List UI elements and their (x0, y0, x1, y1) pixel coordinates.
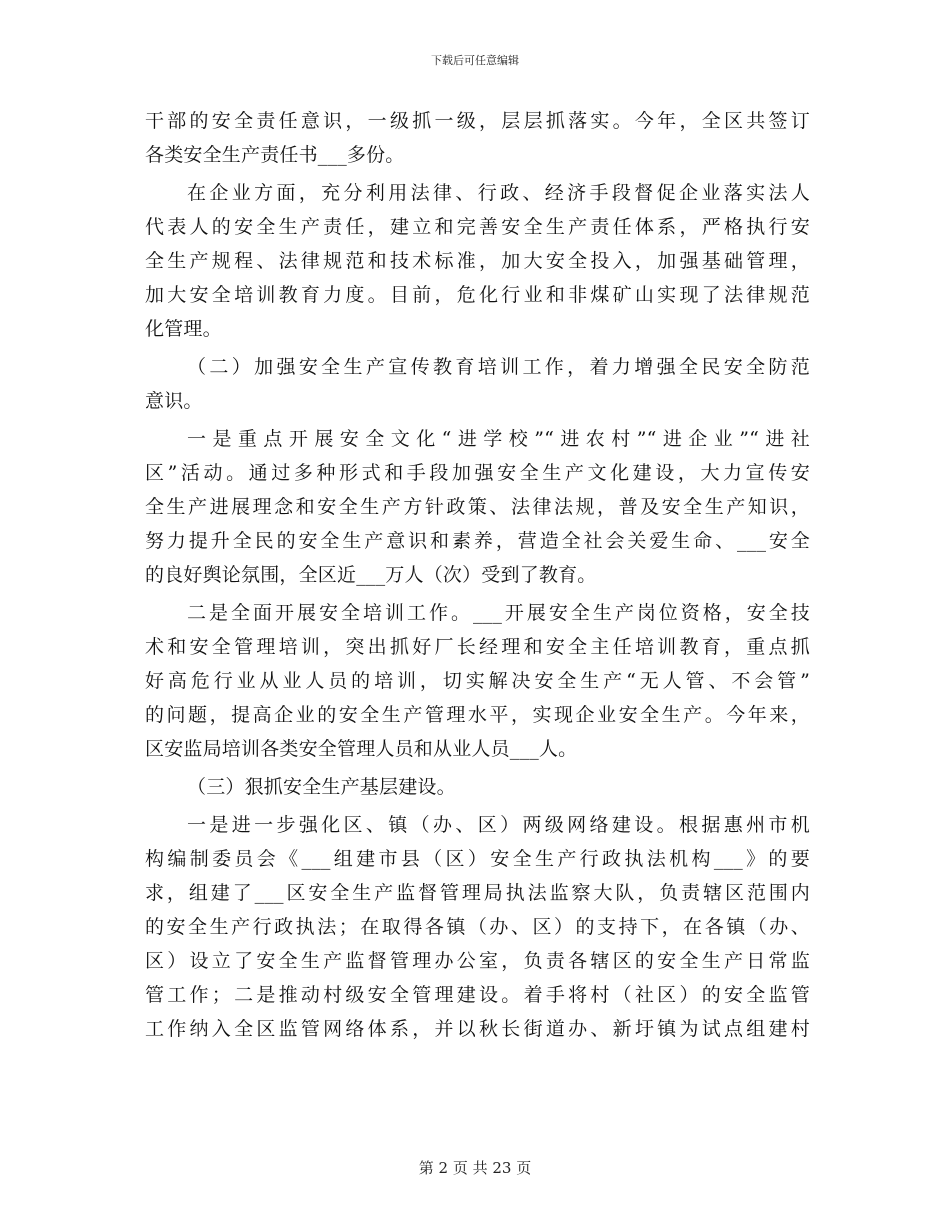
text-line: 意识。 (145, 390, 203, 412)
text-line: 一是重点开展安全文化“进学校”“进农村”“进企业”“进社 (187, 428, 810, 450)
text-line: 区安监局培训各类安全管理人员和从业人员___人。 (145, 738, 578, 760)
text-line: 加大安全培训教育力度。目前，危化行业和非煤矿山实现了法律规范 (145, 284, 810, 306)
text-line: 努力提升全民的安全生产意识和素养，营造全社会关爱生命、___安全 (145, 530, 810, 552)
text-line: 在企业方面，充分利用法律、行政、经济手段督促企业落实法人 (187, 182, 810, 204)
text-line: 工作纳入全区监管网络体系，并以秋长街道办、新圩镇为试点组建村 (145, 1018, 810, 1040)
text-line: 术和安全管理培训，突出抓好厂长经理和安全主任培训教育，重点抓 (145, 636, 810, 658)
text-line: 管工作；二是推动村级安全管理建设。着手将村（社区）的安全监管 (145, 984, 810, 1006)
section-heading: （三）狠抓安全生产基层建设。 (187, 776, 456, 798)
text-line: 化管理。 (145, 318, 222, 340)
text-line: 的问题，提高企业的安全生产管理水平，实现企业安全生产。今年来， (145, 704, 810, 726)
section-heading: （二）加强安全生产宣传教育培训工作，着力增强全民安全防范 (187, 356, 810, 378)
text-line: 好高危行业从业人员的培训，切实解决安全生产“无人管、不会管” (145, 670, 810, 692)
page-number: 第 2 页 共 23 页 (418, 1159, 532, 1177)
text-line: 二是全面开展安全培训工作。___开展安全生产岗位资格，安全技 (187, 602, 810, 624)
text-line: 区”活动。通过多种形式和手段加强安全生产文化建设，大力宣传安 (145, 462, 810, 484)
text-line: 代表人的安全生产责任，建立和完善安全生产责任体系，严格执行安 (145, 216, 810, 238)
text-line: 全生产规程、法律规范和技术标准，加大安全投入，加强基础管理， (145, 250, 810, 272)
text-line: 干部的安全责任意识，一级抓一级，层层抓落实。今年，全区共签订 (145, 110, 810, 132)
text-line: 各类安全生产责任书___多份。 (145, 144, 405, 166)
text-line: 全生产进展理念和安全生产方针政策、法律法规，普及安全生产知识， (145, 496, 810, 518)
text-line: 求，组建了___区安全生产监督管理局执法监察大队，负责辖区范围内 (145, 882, 810, 904)
text-line: 的良好舆论氛围，全区近___万人（次）受到了教育。 (145, 564, 597, 586)
page-header: 下载后可任意编辑 (431, 54, 519, 67)
text-line: 构编制委员会《___组建市县（区）安全生产行政执法机构___》的要 (145, 848, 810, 870)
text-line: 一是进一步强化区、镇（办、区）两级网络建设。根据惠州市机 (187, 814, 810, 836)
text-line: 的安全生产行政执法；在取得各镇（办、区）的支持下，在各镇（办、 (145, 916, 810, 938)
body-text (145, 104, 810, 1046)
text-line: 区）设立了安全生产监督管理办公室，负责各辖区的安全生产日常监 (145, 950, 810, 972)
